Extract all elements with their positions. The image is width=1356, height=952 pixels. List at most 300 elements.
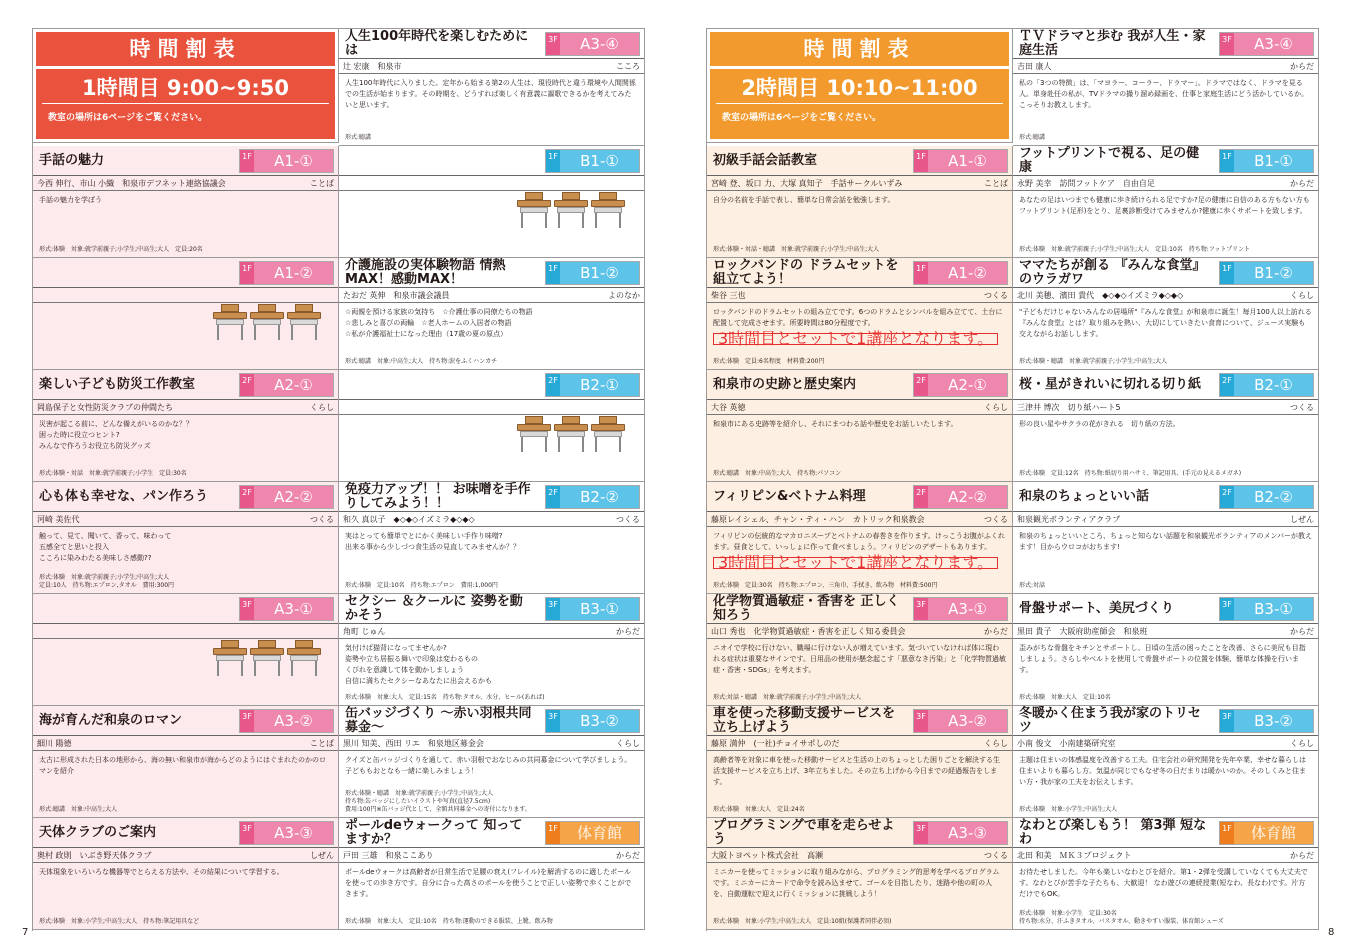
class-cell[interactable] [707,594,1013,706]
class-format: 形式:体験 対象:就学前親子;小学生;中高生;大人 定員:10人 持ち物:エプロン,タオル 費用:300円 [39,574,175,589]
class-description: 触って、見て、聞いて、香って、味わって 五感全てと思いと投入 こころに染みわたる美味しさ感動?? [39,532,172,562]
category-label: からだ [1290,62,1314,71]
floor-label: 3F [1220,598,1234,620]
room-code [545,373,640,397]
floor-label: 1F [1220,822,1234,844]
class-cell[interactable] [339,370,645,482]
class-format: 形式:対話 [1019,582,1046,589]
room-code [1219,261,1314,285]
lecturer-row [1013,288,1318,303]
timetable-header [707,29,1013,143]
class-description: ロックバンドのドラムセットの組み立てです。6つのドラムとシンバルを組み立てて、土台に配置して完成させます。所要時間は80分程度です。 [713,308,1003,327]
room-label: A1-① [254,150,333,172]
class-cell[interactable] [339,482,645,594]
class-description: 主題は住まいの体感温度を改善する工夫。住宅会社の研究開発を先年卒業、幸せな暮らしは住まいよりも暮らし方。気温が同じでもなぜ冬の日だまりは暖かいのか。そのしくみと住まい方・我が家の工夫をお伝えします。 [1019,756,1306,786]
floor-label: 3F [914,710,928,732]
class-title: 缶バッジづくり ～赤い羽根共同募金～ [345,706,532,735]
lecturer-name: 宮崎 登、坂口 力、大塚 真知子 手話サークルいずみ [711,179,903,188]
class-cell[interactable] [339,706,645,818]
desk-icon [213,304,247,340]
room-code [913,821,1008,845]
class-title: 初級手話会話教室 [713,153,818,168]
lecturer-name: 大阪トヨペット株式会社 高瀬 [711,851,823,860]
category-label: こころ [616,62,640,71]
room-label: A3-③ [928,822,1007,844]
set-notice: 3時間目とセットで1講座となります。 [713,557,998,569]
lecturer-row [1013,624,1318,639]
desk-icon [213,640,247,676]
class-format: 形式:体験・対話・聴講 対象:就学前親子;小学生;中高生;大人 [713,246,880,253]
room-label: 体育館 [1234,822,1313,844]
lecturer-row [339,288,644,303]
class-title-row [339,706,644,736]
class-description: ニオイで学校に行けない、職場に行けない人が増えています。気づいていなければ体に現われる症状は重要なサインです。日用品の使用が懸念起こす「悪意なき汚染」と「化学物質過敏症・香害・SDGs」を考えます。 [713,644,1006,674]
category-label: つくる [616,515,640,524]
category-label: しぜん [310,851,334,860]
room-label: A1-② [254,262,333,284]
room-code [545,709,640,733]
floor-label: 2F [914,374,928,396]
class-format: 形式:体験 定員:12名 持ち物:紙切り用ハサミ、筆記用具、(手元の見えるメガネ) [1019,470,1242,477]
class-title: 手話の魅力 [39,153,105,168]
lecturer-name: 細川 陽德 [37,739,72,748]
floor-label: 1F [546,150,560,172]
lecturer-row [33,400,338,415]
desk-icon [517,416,551,452]
class-description: 気付けば猫背になってませんか? 姿勢や立ち居振る舞いで印象は変わるもの くびれを意識して体を動かしましょう 自信に満ちたセクシーなあなたに出会えるかも [345,644,492,685]
class-cell[interactable] [1013,29,1319,146]
class-cell[interactable] [1013,818,1319,930]
desk-icon [591,416,625,452]
class-description: フィリピンの伝統的なマカロニスープとベトナムの春巻きを作ります。けっこうお腹がふくれます。昼食として、いっしょに作って食べましょう。フィリピンのデザートもあります。 [713,532,1005,551]
lecturer-name: 和泉観光ボランティアクラブ [1017,515,1121,524]
category-label: ことば [984,179,1008,188]
class-title: 人生100年時代を楽しむためには [345,29,529,58]
class-title: フットプリントで視る、足の健康 [1019,146,1200,175]
class-cell[interactable] [33,706,339,818]
class-title-row [707,258,1012,288]
lecturer-row [707,848,1012,863]
room-label: A3-② [254,710,333,732]
desk-illustration [213,640,321,676]
class-title-row [707,594,1012,624]
class-title: 心も体も幸せな、パン作ろう [39,489,209,504]
floor-label: 1F [1220,150,1234,172]
lecturer-name: 大谷 英徳 [711,403,746,412]
page-number-left: 7 [22,927,29,938]
category-label: つくる [984,851,1008,860]
category-label: よのなか [608,291,640,300]
lecturer-name: 山口 秀也 化学物質過敏症・香害を正しく知る委員会 [711,627,906,636]
room-code [1219,149,1314,173]
room-code [913,373,1008,397]
class-title: 和泉市の史跡と歴史案内 [713,377,857,392]
room-code [239,709,334,733]
class-title-row [339,258,644,288]
class-format: 形式:聴講 対象:中高生;大人 持ち物:パソコン [713,470,841,477]
lecturer-row [1013,736,1318,751]
class-description: ☆両親を預ける家族の気持ち ☆介護仕事の同僚たちの物語 ☆悲しみと喜びの両輪 ☆老人ホームの入居者の物語 ☆私が介護福祉士になった理由（17歳の夏の原点） [345,308,533,338]
lecturer-name: 小南 俊文 小南建築研究室 [1017,739,1116,748]
category-label: つくる [1290,403,1314,412]
lecturer-row [707,400,1012,415]
class-description: 実はとっても簡単でとにかく美味しい手作り味噌? 出来る事から少しづつ食生活の見直してみませんか？？ [345,532,520,551]
lecturer-row [339,176,644,191]
floor-label: 1F [546,262,560,284]
room-code [1219,597,1314,621]
class-format: 形式:体験 対象:小学生;中高生;大人 [1019,806,1118,813]
class-cell[interactable] [707,258,1013,370]
lecturer-row [707,288,1012,303]
room-code [545,485,640,509]
lecturer-row [1013,176,1318,191]
class-title-row [1013,594,1318,624]
floor-label: 2F [1220,486,1234,508]
desk-icon [554,192,588,228]
class-description: 太古に形成された日本の地形から、海の無い和泉市が海からどのようにはぐまれたのかのロマンを紹介 [39,756,326,775]
room-label: B3-① [560,598,639,620]
class-title: なわとび楽しもう！ 第3弾 短なわ [1019,818,1207,847]
lecturer-row [1013,59,1318,74]
class-format: 形式:体験 対象:就学前親子;小学生;中高生;大人 定員:20名 [39,246,203,253]
room-code [545,149,640,173]
lecturer-row [339,512,644,527]
class-cell[interactable] [33,258,339,370]
room-label: 体育館 [560,822,639,844]
desk-icon [554,416,588,452]
room-label: B1-② [1234,262,1313,284]
class-cell[interactable] [339,594,645,706]
class-title: 化学物質過敏症・香害を 正しく知ろう [713,594,900,623]
class-title-row [33,482,338,512]
class-description: クイズと缶バッジづくりを通して、赤い羽根でおなじみの共同募金について学びましょう。子どももおとなも一緒に楽しみましょう！ [345,756,632,775]
room-label: B1-② [560,262,639,284]
class-format: 形式:体験・聴講 対象:就学前親子;小学生;中高生;大人 [1019,358,1168,365]
room-code [1219,373,1314,397]
class-title: 天体クラブのご案内 [39,825,157,840]
class-cell[interactable] [339,146,645,258]
class-title: ポールdeウォークって 知ってますか？ [345,818,523,847]
lecturer-name: 藤原 満仲 (一社)チョイサポしのだ [711,739,840,748]
category-label: からだ [616,627,640,636]
desk-illustration [517,192,625,228]
room-label: A3-① [928,598,1007,620]
class-format: 形式:聴講 [345,134,372,141]
lecturer-row [339,736,644,751]
room-label: A2-① [254,374,333,396]
category-label: くらし [616,739,640,748]
lecturer-name: 柴谷 三也 [711,291,746,300]
class-cell[interactable] [1013,258,1319,370]
class-format: 形式:体験 対象:小学生;中高生;大人 定員:10組(保護者同伴必須) [713,918,892,925]
class-description: 人生100年時代に入りました。定年から始まる第2の人生は、現役時代と違う環境や人間関係での生活が始まります。その時期を、どうすれば楽しく有意義に謳歌できるかを考えてみたいと思います。 [345,79,636,109]
room-label: A1-② [928,262,1007,284]
room-label: A2-① [928,374,1007,396]
header-title: 時間割表 [36,32,335,66]
lecturer-row [707,736,1012,751]
lecturer-row [339,400,644,415]
lecturer-row [33,736,338,751]
class-title-row [707,706,1012,736]
class-title-row [339,818,644,848]
room-label: A3-① [254,598,333,620]
category-label: くらし [1290,739,1314,748]
period-box [36,69,335,139]
class-title-row [1013,258,1318,288]
desk-illustration [213,304,321,340]
class-cell[interactable] [33,482,339,594]
class-description: 手話の魅力を学ぼう [39,196,102,204]
class-cell[interactable] [33,146,339,258]
class-title-row [707,146,1012,176]
room-label: B3-② [1234,710,1313,732]
class-title-row [33,258,338,288]
class-title-row [1013,818,1318,848]
class-format: 形式:体験 定員:10名 持ち物:エプロン 費用:1,000円 [345,582,498,589]
lecturer-row [339,624,644,639]
lecturer-name: たおだ 英伸 和泉市議会議員 [343,291,450,300]
class-title-row [1013,146,1318,176]
class-cell[interactable] [1013,706,1319,818]
class-cell[interactable] [339,818,645,930]
period-box [710,69,1009,139]
class-cell[interactable] [33,370,339,482]
desk-illustration [517,416,625,452]
room-label: A2-② [254,486,333,508]
class-format: 形式:聴講 [1019,134,1046,141]
lecturer-name: 永野 美幸 訪問フットケア 自由自足 [1017,179,1155,188]
class-title: 車を使った移動支援サービスを 立ち上げよう [713,706,896,735]
category-label: つくる [984,291,1008,300]
class-title-row [1013,370,1318,400]
lecturer-name: 角町 じゅん [343,627,386,636]
class-description: あなたの足はいつまでも健康に歩き続けられる足ですか?足の健康に自信のある方もない方もフットプリント(足形)をとり、足裏診断受けてみませんか?健康に歩くサポートを致します。 [1019,196,1310,215]
header-title: 時間割表 [710,32,1009,66]
class-title-row [33,370,338,400]
lecturer-name: 北田 和美 ＭＫ３プロジェクト [1017,851,1132,860]
room-label: B3-② [560,710,639,732]
room-code [239,485,334,509]
room-code [545,261,640,285]
room-label: A1-① [928,150,1007,172]
floor-label: 2F [546,374,560,396]
class-format: 形式:体験 対象:大人 定員:10名 [1019,694,1111,701]
class-cell[interactable] [707,818,1013,930]
desk-icon [517,192,551,228]
lecturer-name: 三津井 博次 切り紙ハート5 [1017,403,1121,412]
floor-label: 1F [546,822,560,844]
class-format: 形式:体験 対象:就学前親子;小学生;中高生;大人 定員:10名 持ち物:フットプリント [1019,246,1250,253]
class-title-row [33,818,338,848]
class-title-row [339,146,644,176]
classroom-note: 教室の場所は6ページをご覧ください。 [48,113,208,123]
floor-label: 1F [914,150,928,172]
category-label: くらし [310,403,334,412]
class-description: 形の良い星やサクラの花がきれる 切り紙の方法。 [1019,420,1180,428]
class-title: ママたちが創る 『みんな食堂』のウラガワ [1019,258,1206,287]
floor-label: 3F [1220,33,1234,55]
lecturer-name: 今西 伸行、市山 小織 和泉市デフネット連絡協議会 [37,179,226,188]
class-title: プログラミングで車を走らせよう [713,818,895,847]
category-label: からだ [1290,627,1314,636]
room-label: B2-② [1234,486,1313,508]
floor-label: 3F [546,710,560,732]
class-description: ポールdeウォークは高齢者が日常生活で足腰の衰え(フレイル)を解消するのに適したポールを使っての歩き方です。自分に合った高さのポールを使うことで正しい姿勢で歩くことができます。 [345,868,632,898]
class-format: 形式:体験 定員:30名 持ち物:エプロン、三角巾、手拭き、飲み物 材料費:500円 [713,582,938,589]
lecturer-name: 和久 真以子 ◆◇◆◇イズミラ◆◇◆◇ [343,515,475,524]
class-title: 桜・星がきれいに切れる切り紙 [1019,377,1202,392]
room-label: B2-② [560,486,639,508]
desk-icon [287,640,321,676]
lecturer-row [707,624,1012,639]
class-title: 骨盤サポート、美尻づくり [1019,601,1174,616]
class-title: 介護施設の実体験物語 情熱MAX！感動MAX！ [345,258,506,287]
class-title: 冬暖かく住まう我が家のトリセツ [1019,706,1201,735]
lecturer-row [1013,400,1318,415]
floor-label: 2F [240,486,254,508]
floor-label: 2F [1220,374,1234,396]
floor-label: 1F [1220,262,1234,284]
floor-label: 3F [546,598,560,620]
class-description: 和泉市にある史跡等を紹介し、それにまつわる話や歴史をお話しいたします。 [713,420,958,428]
room-code [545,597,640,621]
class-description: 天体現象をいろいろな機器等でとらえる方法や、その結果について学習する。 [39,868,284,876]
category-label: くらし [984,403,1008,412]
class-cell[interactable] [339,29,645,146]
room-code [913,149,1008,173]
class-title: セクシー ＆クールに 姿勢を動かそう [345,594,523,623]
class-title: フィリピン&ベトナム料理 [713,489,866,504]
class-format: 形式:体験 対象:大人 定員:10名 持ち物:運動のできる服装、上靴、飲み物 [345,918,553,925]
floor-label: 3F [240,710,254,732]
lecturer-name: 吉田 康人 [1017,62,1052,71]
class-format: 形式:体験 対象:小学生 定員:30名 持ち物:水分、汗ふきタオル、バスタオル、動きやすい服装、体育館シューズ [1019,910,1224,925]
lecturer-row [1013,848,1318,863]
lecturer-name: 河崎 美佐代 [37,515,80,524]
class-cell[interactable] [707,370,1013,482]
floor-label: 1F [240,262,254,284]
room-label: A3-④ [1234,33,1313,55]
lecturer-row [339,848,644,863]
room-code [239,597,334,621]
class-format: 形式:体験 対象:大人 定員:15名 持ち物:タオル、水分、ヒール(あれば) [345,694,545,701]
category-label: しぜん [1290,515,1314,524]
class-format: 形式:体験・聴講 対象:就学前親子;小学生;中高生;大人 持ち物:缶バッジにしたいイラストや写真(直径7.5cm) 費用:100円※缶バッジ代として、全額共同募金への寄付になります。 [345,790,531,813]
class-title-row [33,146,338,176]
lecturer-name: 黒田 貴子 大阪府助産師会 和泉班 [1017,627,1148,636]
floor-label: 1F [914,262,928,284]
class-title-row [1013,29,1318,59]
class-description: "子どもだけじゃないみんなの居場所"『みんな食堂』が和泉市に誕生！毎月100人以上訪れる『みんな食堂』とは？取り組みを熱い、大切にしていきたい食育について、ジュース実験も交えながらお話しします。 [1019,308,1312,338]
class-title: 楽しい子ども防災工作教室 [39,377,196,392]
room-code [913,261,1008,285]
timetable-page-left [32,28,645,931]
desk-icon [250,304,284,340]
floor-label: 1F [240,150,254,172]
room-label: B2-① [1234,374,1313,396]
class-cell[interactable] [33,594,339,706]
class-description: 高齢者等を対象に車を使った移動サービスと生活の上のちょっとした困りごとを解決する生活支援サービスを立ち上げ、3年立ちました。その立ち上げから今日までの経過報告をします。 [713,756,1000,786]
class-format: 形式:聴講 対象:中高生;大人 持ち物:涙をふくハンカチ [345,358,498,365]
room-code [913,709,1008,733]
floor-label: 2F [914,486,928,508]
lecturer-row [33,624,338,639]
lecturer-row [33,176,338,191]
room-code [545,32,640,56]
lecturer-name: 黒川 知美、西田 リエ 和泉地区募金会 [343,739,484,748]
floor-label: 3F [914,822,928,844]
floor-label: 3F [1220,710,1234,732]
room-label: B2-① [560,374,639,396]
lecturer-name: 戸田 三雄 和泉ここあり [343,851,434,860]
class-title-row [339,29,644,59]
class-title-row [1013,706,1318,736]
category-label: ことば [310,739,334,748]
room-label: B3-① [1234,598,1313,620]
period-label: 1時間目 9:00~9:50 [42,73,329,104]
class-cell[interactable] [1013,594,1319,706]
lecturer-name: 岡島保子と女性防災クラブの仲間たち [37,403,173,412]
floor-label: 3F [914,598,928,620]
category-label: ことば [310,179,334,188]
class-cell[interactable] [707,146,1013,258]
class-title-row [339,594,644,624]
timetable-page-right [706,28,1319,931]
room-label: B1-① [560,150,639,172]
class-cell[interactable] [1013,370,1319,482]
class-format: 形式:体験 定員:6名程度 材料費:200円 [713,358,825,365]
room-code [239,821,334,845]
class-title-row [339,482,644,512]
class-cell[interactable] [1013,146,1319,258]
lecturer-name: 北川 美穂、濱田 貴代 ◆◇◆◇イズミラ◆◇◆◇ [1017,291,1184,300]
floor-label: 2F [240,374,254,396]
class-cell[interactable] [1013,482,1319,594]
lecturer-name: 藤原レイシェル、チャン・ティ・ハン カトリック和泉教会 [711,515,925,524]
class-cell[interactable] [339,258,645,370]
category-label: からだ [1290,179,1314,188]
class-format: 形式:聴講 対象:中高生;大人 [39,806,118,813]
class-title: ロックバンドの ドラムセットを組立てよう！ [713,258,899,287]
floor-label: 3F [546,33,560,55]
category-label: くらし [1290,291,1314,300]
class-cell[interactable] [707,706,1013,818]
lecturer-name: 辻 宏康 和泉市 [343,62,402,71]
class-title-row [707,818,1012,848]
class-description: 和泉のちょっといいところ、ちょっと知らない話題を和泉観光ボランティアのメンバーが教えます！目からウロコがおちます! [1019,532,1312,551]
room-label: A3-③ [254,822,333,844]
classroom-note: 教室の場所は6ページをご覧ください。 [722,113,882,123]
set-notice: 3時間目とセットで1講座となります。 [713,333,998,345]
class-description: 私の「3つの特徴」は、「マヨラー、コーラー、ドラマー」。ドラマではなく、ドラマを見る人。単身赴任の私が、TVドラマの撮り溜め録画を、仕事と家庭生活にどう活かしているか。こっそりお教えします。 [1019,79,1309,109]
room-code [1219,32,1314,56]
class-title: 免疫力アップ！！ お味噌を手作りしてみよう！！ [345,482,531,511]
room-code [913,485,1008,509]
page-number-right: 8 [1328,927,1335,938]
floor-label: 3F [240,598,254,620]
class-title: 和泉のちょっといい話 [1019,489,1150,504]
class-description: ミニカーを使ってミッションに取り組みながら、プログラミング的思考を学べるプログラムです。ミニカーにカードで命令を読み込ませて、ゴールを目指したり、迷路や他の町の人を、自動運転で迎えに行くミッションに挑戦しよう！ [713,868,1000,898]
lecturer-row [1013,512,1318,527]
class-cell[interactable] [33,818,339,930]
lecturer-row [707,176,1012,191]
class-cell[interactable] [707,482,1013,594]
category-label: つくる [984,515,1008,524]
room-code [545,821,640,845]
room-code [239,373,334,397]
category-label: からだ [984,627,1008,636]
class-format: 形式:対話・聴講 対象:就学前親子;小学生;中高生;大人 [713,694,862,701]
